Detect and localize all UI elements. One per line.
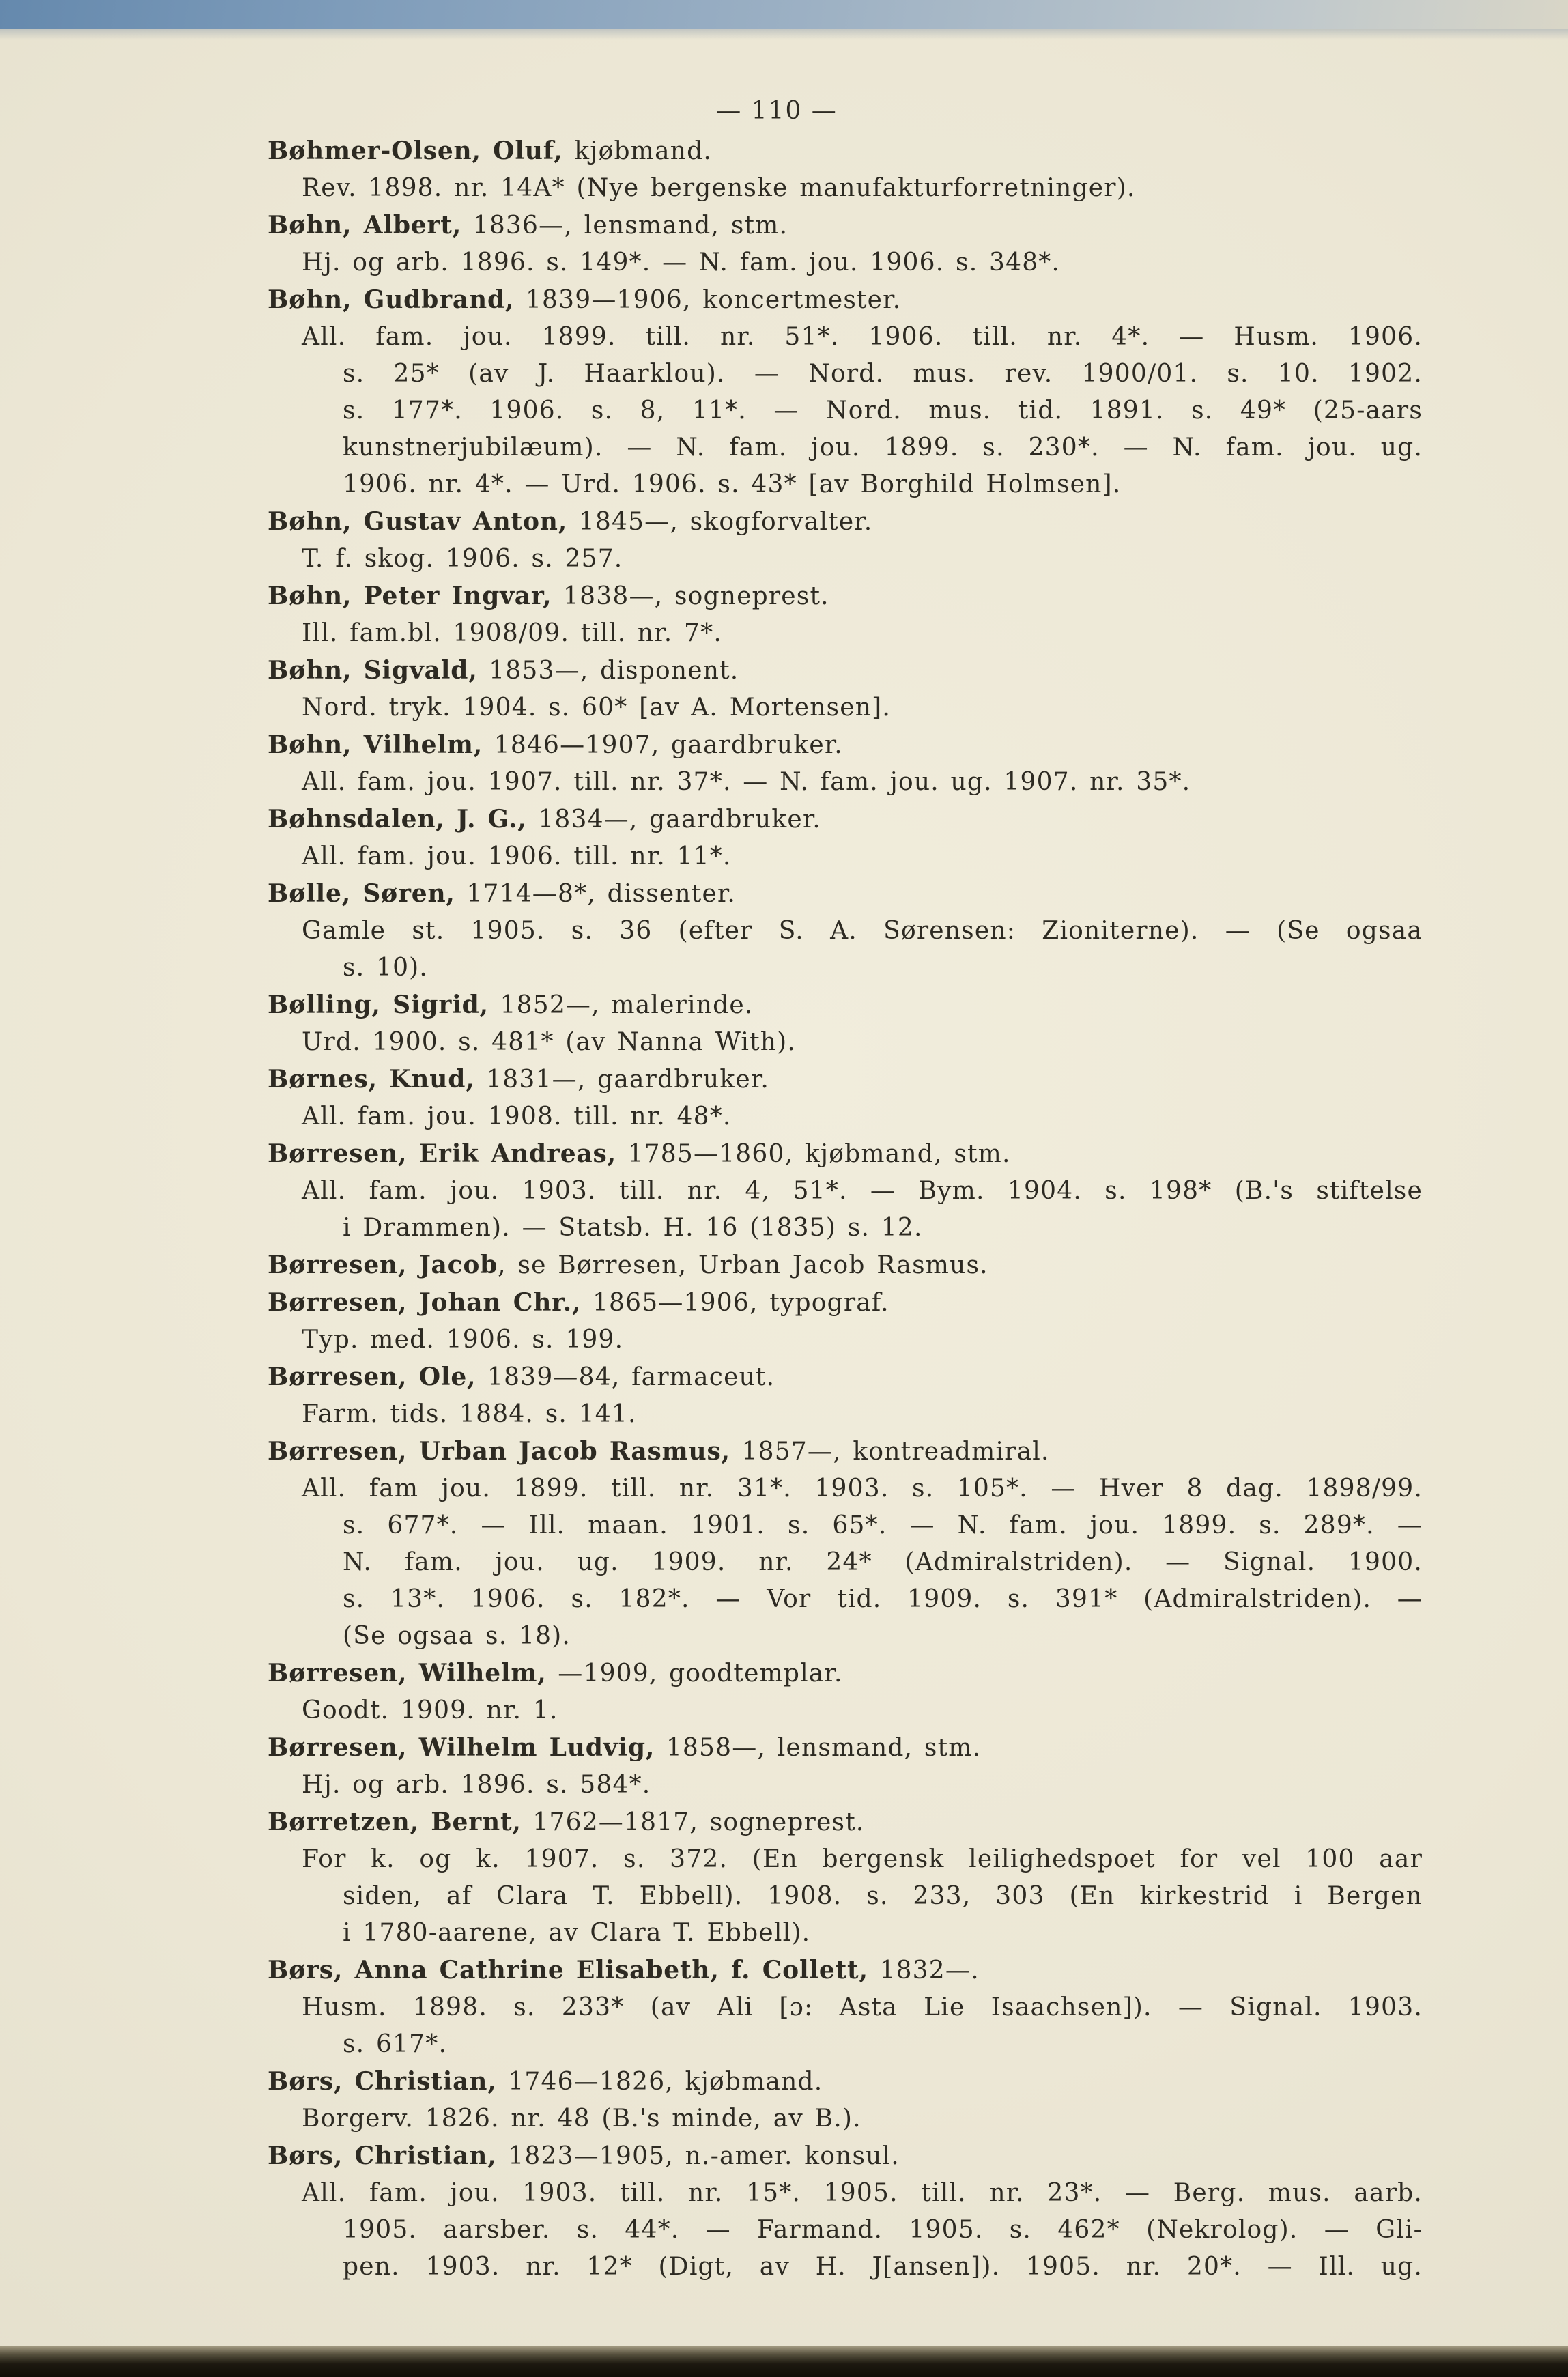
entry-head-line xyxy=(268,578,1423,615)
entry-headword: Bøhnsdalen, J. G., xyxy=(268,805,527,834)
entry-head-line xyxy=(268,1729,1423,1767)
entry-head-line xyxy=(268,132,1423,170)
entry-head-tail: kjøbmand. xyxy=(562,137,713,165)
entry-head-line xyxy=(268,2063,1423,2101)
entry-headword: Børresen, Ole, xyxy=(268,1363,476,1391)
entry-headword: Bøhn, Gudbrand, xyxy=(268,285,515,314)
entry-head-line xyxy=(268,652,1423,689)
reference-line: Nord. tryk. 1904. s. 60* [av A. Mortensen]. xyxy=(302,694,892,722)
entry-head-tail: 1714—8*, dissenter. xyxy=(455,880,737,908)
entry-head-line xyxy=(268,1358,1423,1396)
reference-line: Urd. 1900. s. 481* (av Nanna With). xyxy=(302,1028,797,1056)
entry xyxy=(268,652,1423,726)
entry-head-line xyxy=(268,1804,1423,1841)
reference-line: s. 13*. 1906. s. 182*. — Vor tid. 1909. s. 391* (Admiralstriden). — xyxy=(343,1585,1423,1613)
entry-headword: Børnes, Knud, xyxy=(268,1065,475,1094)
reference-line: Farm. tids. 1884. s. 141. xyxy=(302,1400,637,1428)
page-number: — 110 — xyxy=(716,97,838,125)
entry-head-line xyxy=(268,1284,1423,1322)
entry xyxy=(268,1135,1423,1247)
entry xyxy=(268,1284,1423,1358)
entry-headword: Børresen, Wilhelm, xyxy=(268,1659,547,1688)
reference-line: 1906. nr. 4*. — Urd. 1906. s. 43* [av Borghild Holmsen]. xyxy=(343,470,1122,498)
entry-headword: Bøhn, Vilhelm, xyxy=(268,730,483,759)
entry xyxy=(268,1804,1423,1952)
entry xyxy=(268,1655,1423,1729)
reference-line: (Se ogsaa s. 18). xyxy=(343,1622,571,1650)
reference-line: N. fam. jou. ug. 1909. nr. 24* (Admiralstriden). — Signal. 1900. xyxy=(343,1548,1423,1576)
entry-head-tail: 1853—, disponent. xyxy=(477,657,739,685)
entry-head-tail: 1845—, skogforvalter. xyxy=(567,508,873,536)
entry xyxy=(268,801,1423,875)
reference-line: All. fam. jou. 1903. till. nr. 4, 51*. — Bym. 1904. s. 198* (B.'s stiftelse xyxy=(302,1177,1423,1205)
entry-head-tail: 1831—, gaardbruker. xyxy=(474,1066,769,1094)
reference-line: All. fam. jou. 1908. till. nr. 48*. xyxy=(302,1102,732,1130)
entry xyxy=(268,2063,1423,2137)
entry-headword: Børs, Anna Cathrine Elisabeth, f. Collett, xyxy=(268,1956,868,1984)
entry xyxy=(268,875,1423,986)
entry xyxy=(268,503,1423,578)
reference-line: kunstnerjubilæum). — N. fam. jou. 1899. s. 230*. — N. fam. jou. ug. xyxy=(343,433,1423,461)
entry-head-line xyxy=(268,1952,1423,1989)
entry-head-line xyxy=(268,1247,1423,1284)
reference-line: Husm. 1898. s. 233* (av Ali [ɔ: Asta Lie Isaachsen]). — Signal. 1903. xyxy=(302,1993,1423,2021)
entry-head-line xyxy=(268,1433,1423,1470)
reference-line: Goodt. 1909. nr. 1. xyxy=(302,1696,558,1724)
entry-head-tail: —1909, goodtemplar. xyxy=(546,1660,843,1688)
entry xyxy=(268,986,1423,1061)
entry-head-line xyxy=(268,207,1423,244)
entry-headword: Børs, Christian, xyxy=(268,2067,497,2096)
entry-headword: Bøhn, Albert, xyxy=(268,211,462,240)
scan-top-edge xyxy=(0,0,1568,29)
entry xyxy=(268,281,1423,503)
entry-head-line xyxy=(268,1655,1423,1692)
reference-line: Gamle st. 1905. s. 36 (efter S. A. Sørensen: Zioniterne). — (Se ogsaa xyxy=(302,917,1423,945)
reference-line: s. 25* (av J. Haarklou). — Nord. mus. rev. 1900/01. s. 10. 1902. xyxy=(343,360,1423,388)
entry xyxy=(268,1952,1423,2063)
entry-headword: Bøhn, Peter Ingvar, xyxy=(268,582,552,610)
entry-head-line xyxy=(268,2137,1423,2175)
page-body xyxy=(268,97,1423,2286)
entry-head-tail: 1865—1906, typograf. xyxy=(581,1289,889,1317)
entry-head-tail: 1839—1906, koncertmester. xyxy=(514,286,902,314)
reference-line: s. 10). xyxy=(343,954,429,982)
entry xyxy=(268,1433,1423,1655)
entry xyxy=(268,1247,1423,1284)
reference-line: All. fam. jou. 1899. till. nr. 51*. 1906. till. nr. 4*. — Husm. 1906. xyxy=(302,323,1423,351)
entry xyxy=(268,1061,1423,1135)
reference-line: All. fam. jou. 1903. till. nr. 15*. 1905. till. nr. 23*. — Berg. mus. aarb. xyxy=(302,2179,1423,2207)
entry-head-tail: 1838—, sogneprest. xyxy=(552,582,829,610)
entry-head-line xyxy=(268,986,1423,1024)
entry-head-line xyxy=(268,875,1423,913)
entry-head-tail: 1852—, malerinde. xyxy=(488,991,754,1019)
reference-line: Rev. 1898. nr. 14A* (Nye bergenske manufakturforretninger). xyxy=(302,174,1136,202)
entry-head-tail: 1823—1905, n.-amer. konsul. xyxy=(496,2142,900,2170)
entry xyxy=(268,578,1423,652)
entry-head-tail: 1834—, gaardbruker. xyxy=(526,806,822,834)
entry-headword: Børretzen, Bernt, xyxy=(268,1808,522,1836)
entry-headword: Bølle, Søren, xyxy=(268,879,455,908)
reference-line: s. 677*. — Ill. maan. 1901. s. 65*. — N. fam. jou. 1899. s. 289*. — xyxy=(343,1511,1423,1539)
entry-head-tail: 1746—1826, kjøbmand. xyxy=(496,2068,823,2096)
entry-head-tail: 1857—, kontreadmiral. xyxy=(730,1438,1050,1466)
reference-line: s. 617*. xyxy=(343,2030,448,2058)
reference-line: All. fam jou. 1899. till. nr. 31*. 1903. s. 105*. — Hver 8 dag. 1898/99. xyxy=(302,1475,1423,1503)
reference-line: Hj. og arb. 1896. s. 149*. — N. fam. jou. 1906. s. 348*. xyxy=(302,248,1061,276)
reference-line: All. fam. jou. 1907. till. nr. 37*. — N. fam. jou. ug. 1907. nr. 35*. xyxy=(302,768,1191,796)
entry xyxy=(268,1729,1423,1804)
reference-line: Borgerv. 1826. nr. 48 (B.'s minde, av B.). xyxy=(302,2105,861,2133)
reference-line: siden, af Clara T. Ebbell). 1908. s. 233, 303 (En kirkestrid i Bergen xyxy=(343,1882,1423,1910)
entry-headword: Børresen, Erik Andreas, xyxy=(268,1139,616,1168)
entry-headword: Bøhn, Gustav Anton, xyxy=(268,507,568,536)
entry-head-tail: , se Børresen, Urban Jacob Rasmus. xyxy=(498,1251,988,1279)
entry xyxy=(268,132,1423,207)
entry-headword: Bøhmer-Olsen, Oluf, xyxy=(268,137,563,165)
entry-head-tail: 1762—1817, sogneprest. xyxy=(521,1808,865,1836)
entry-head-tail: 1846—1907, gaardbruker. xyxy=(483,731,843,759)
reference-line: i 1780-aarene, av Clara T. Ebbell). xyxy=(343,1919,811,1947)
reference-line: Hj. og arb. 1896. s. 584*. xyxy=(302,1771,651,1799)
entry-head-tail: 1836—, lensmand, stm. xyxy=(461,212,788,240)
entry-head-line xyxy=(268,801,1423,838)
entry-headword: Bølling, Sigrid, xyxy=(268,991,489,1019)
scan-bottom-edge xyxy=(0,2346,1568,2377)
reference-line: For k. og k. 1907. s. 372. (En bergensk leilighedspoet for vel 100 aar xyxy=(302,1845,1423,1873)
entry-list xyxy=(268,132,1423,2286)
entry-headword: Børresen, Jacob xyxy=(268,1251,498,1279)
reference-line: T. f. skog. 1906. s. 257. xyxy=(302,545,623,573)
reference-line: pen. 1903. nr. 12* (Digt, av H. J[ansen]). 1905. nr. 20*. — Ill. ug. xyxy=(343,2253,1423,2281)
reference-line: Ill. fam.bl. 1908/09. till. nr. 7*. xyxy=(302,619,722,647)
reference-line: 1905. aarsber. s. 44*. — Farmand. 1905. s. 462* (Nekrolog). — Gli- xyxy=(343,2216,1423,2244)
entry-head-line xyxy=(268,503,1423,541)
entry-headword: Børresen, Urban Jacob Rasmus, xyxy=(268,1437,730,1466)
entry-head-line xyxy=(268,1061,1423,1098)
entry xyxy=(268,207,1423,281)
entry-headword: Børresen, Johan Chr., xyxy=(268,1288,582,1317)
entry-head-tail: 1785—1860, kjøbmand, stm. xyxy=(616,1140,1011,1168)
reference-line: i Drammen). — Statsb. H. 16 (1835) s. 12. xyxy=(343,1214,923,1242)
entry xyxy=(268,1358,1423,1433)
reference-line: Typ. med. 1906. s. 199. xyxy=(302,1326,624,1354)
reference-line: s. 177*. 1906. s. 8, 11*. — Nord. mus. tid. 1891. s. 49* (25-aars xyxy=(343,397,1423,425)
entry xyxy=(268,2137,1423,2286)
entry xyxy=(268,726,1423,801)
entry-headword: Børresen, Wilhelm Ludvig, xyxy=(268,1733,655,1762)
entry-head-line xyxy=(268,726,1423,764)
entry-head-line xyxy=(268,1135,1423,1173)
entry-headword: Bøhn, Sigvald, xyxy=(268,656,478,685)
reference-line: All. fam. jou. 1906. till. nr. 11*. xyxy=(302,842,732,870)
entry-head-tail: 1858—, lensmand, stm. xyxy=(655,1734,982,1762)
entry-headword: Børs, Christian, xyxy=(268,2141,497,2170)
entry-head-tail: 1839—84, farmaceut. xyxy=(476,1363,775,1391)
entry-head-tail: 1832—. xyxy=(868,1956,980,1984)
entry-head-line xyxy=(268,281,1423,319)
